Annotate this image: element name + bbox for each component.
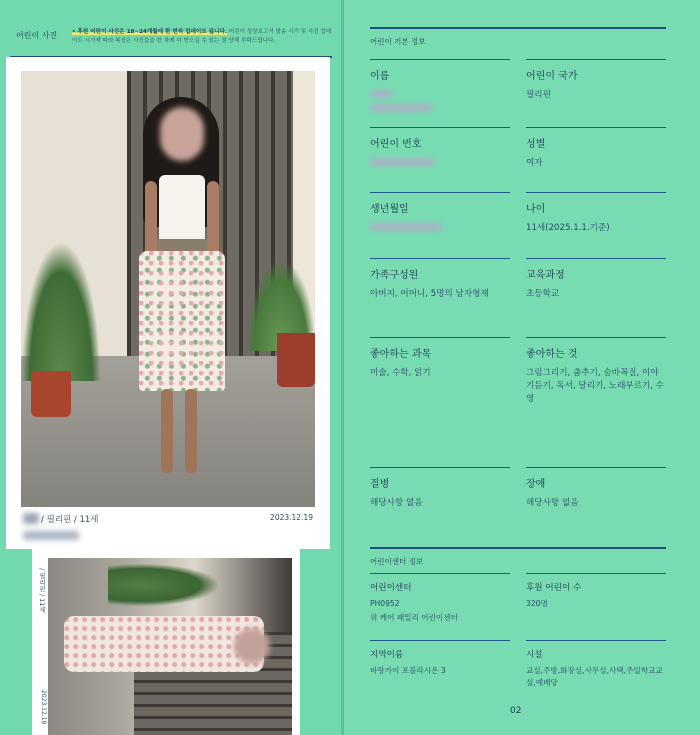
facility-label: 시설 — [526, 650, 543, 660]
number-redacted — [370, 158, 434, 166]
gender-value: 여자 — [526, 158, 543, 168]
cell-country — [526, 59, 666, 102]
region-value: 바랑가이 포블라시온 3 — [370, 666, 446, 675]
subject-label: 좋아하는 과목 — [370, 349, 432, 360]
child-belt — [157, 239, 207, 251]
photo-section-header — [10, 30, 332, 58]
center-code: PH0952 — [370, 599, 400, 608]
country-label: 어린이 국가 — [526, 71, 578, 82]
cell-education — [526, 258, 666, 301]
name-label: 이름 — [370, 71, 390, 82]
cell-disability — [526, 467, 666, 510]
caption-subname-redacted — [23, 531, 79, 540]
cell-family — [370, 258, 510, 301]
cell-number — [370, 127, 510, 166]
caption-name-redacted — [23, 513, 39, 524]
child-photo-small — [48, 558, 292, 735]
main-photo-caption — [21, 513, 315, 529]
cell-gender — [526, 127, 666, 170]
facility-value: 교실,주방,화장실,사무실,사택,주일학교교실,예배당 — [526, 666, 663, 687]
caption-date: 2023.12.19 — [270, 513, 313, 522]
center-info-title: 어린이센터 정보 — [370, 547, 666, 567]
photo-plant-left — [21, 241, 101, 381]
disability-label: 장애 — [526, 479, 546, 490]
center-label: 어린이센터 — [370, 583, 412, 593]
age-label: 나이 — [526, 204, 546, 215]
main-photo-card — [6, 57, 330, 549]
disability-value: 해당사항 없음 — [526, 498, 579, 508]
page-fold — [341, 0, 344, 735]
cell-center — [370, 573, 510, 624]
cell-name — [370, 59, 510, 112]
child-leg-right — [185, 389, 197, 473]
cell-birth — [370, 192, 510, 231]
child-face-blurred — [160, 107, 204, 161]
name-redacted — [370, 90, 392, 98]
number-label: 어린이 번호 — [370, 139, 422, 150]
likes-label: 좋아하는 것 — [526, 349, 578, 360]
basic-info-title: 어린이 기본 정보 — [370, 27, 666, 47]
birth-label: 생년월일 — [370, 204, 409, 215]
education-value: 초등학교 — [526, 289, 560, 299]
cell-likes — [526, 337, 666, 406]
photo-section-title: 어린이 사진 — [16, 31, 58, 40]
name-redacted-2 — [370, 104, 432, 112]
child-top — [159, 175, 205, 241]
age-value: 11세(2025.1.1.기준) — [526, 223, 610, 233]
center-name: 위 케어 패밀리 어린이센터 — [370, 613, 458, 622]
sponsored-value: 320명 — [526, 599, 548, 608]
sponsored-label: 후원 어린이 수 — [526, 583, 582, 593]
cell-region — [370, 640, 510, 677]
notice-rest: 어린이 성장보고서 발송 시기 및 사진 업데이트 시기에 따라 복장은 사진들을 한 차례 더 받으실 수 있는 점 양해 부탁드립니다. — [72, 29, 332, 44]
child-leg-left — [161, 389, 173, 473]
small-child-face-blurred — [234, 628, 270, 664]
photo-pot-left — [31, 371, 71, 417]
family-label: 가족구성원 — [370, 270, 419, 281]
photo-update-notice — [72, 28, 334, 45]
small-photo-date: 2023.12.19 — [40, 690, 47, 725]
cell-age — [526, 192, 666, 235]
page-number: 02 — [510, 706, 522, 716]
cell-subjects — [370, 337, 510, 380]
likes-value: 그림그리기, 춤추기, 숨바꼭질, 이야기듣기, 독서, 달리기, 노래부르기, 수영 — [526, 368, 665, 404]
family-value: 아버지, 어머니, 5명의 남자형제 — [370, 289, 489, 299]
cell-disease — [370, 467, 510, 510]
disease-label: 질병 — [370, 479, 390, 490]
small-photo-caption: / 필리핀 / 11세 — [38, 568, 46, 613]
photo-pot-right — [277, 333, 315, 387]
child-photo-main — [21, 71, 315, 507]
caption-text: / 필리핀 / 11세 — [41, 515, 99, 525]
small-photo-card — [32, 548, 300, 735]
country-value: 필리핀 — [526, 90, 551, 100]
subject-value: 미술, 수학, 읽기 — [370, 368, 431, 378]
small-photo-plant — [108, 564, 218, 606]
cell-facility — [526, 640, 666, 689]
disease-value: 해당사항 없음 — [370, 498, 423, 508]
gender-label: 성별 — [526, 139, 546, 150]
region-label: 지역이름 — [370, 650, 404, 660]
child-skirt — [139, 251, 225, 391]
cell-sponsored — [526, 573, 666, 610]
birth-redacted — [370, 223, 442, 231]
education-label: 교육과정 — [526, 270, 565, 281]
notice-highlight: • 후원 어린이 사진은 18~24개월에 한 번씩 업데이트 됩니다. — [72, 29, 228, 35]
